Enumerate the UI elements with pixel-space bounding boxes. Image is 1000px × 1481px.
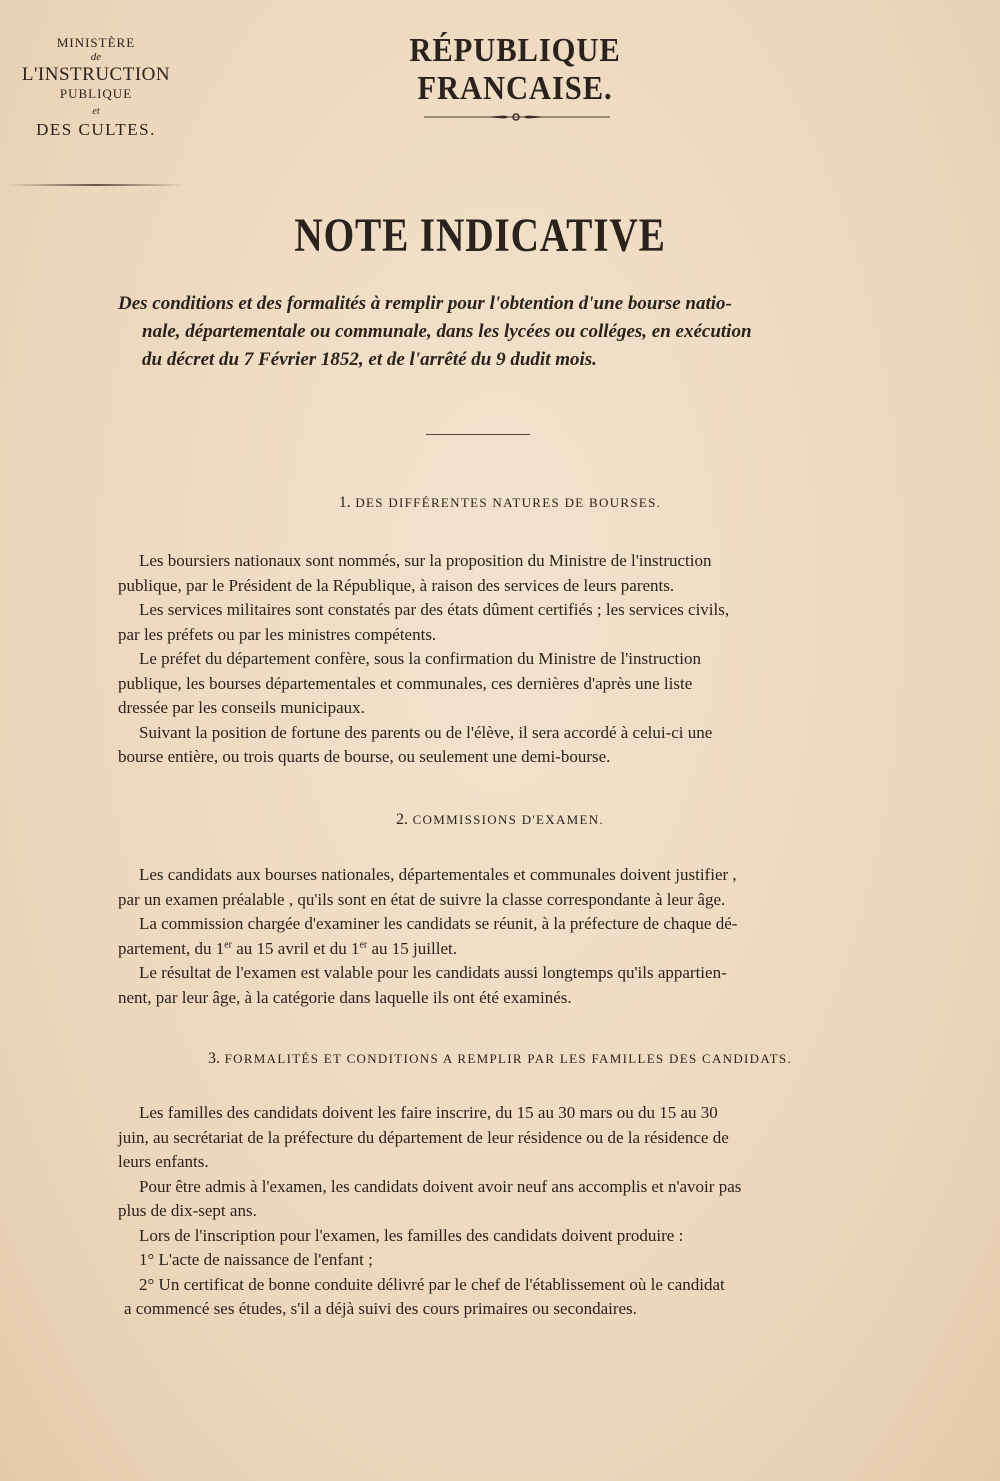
text-line: La commission chargée d'examiner les candidats se réunit, à la préfecture de chaque dé- [139, 914, 738, 933]
section-heading [0, 811, 1000, 829]
republic-title: RÉPUBLIQUE FRANCAISE. [409, 32, 621, 107]
text-line: nent, par leur âge, à la catégorie dans laquelle ils ont été examinés. [118, 987, 572, 1007]
section-title: FORMALITÉS ET CONDITIONS A REMPLIR PAR LES FAMILLES DES CANDIDATS. [224, 1051, 792, 1066]
text-line: publique, par le Président de la République, à raison des services de leurs parents. [118, 575, 675, 595]
text-fragment: au 15 avril et du 1 [232, 938, 360, 958]
section-heading [0, 1050, 1000, 1068]
text-line: Le résultat de l'examen est valable pour les candidats aussi longtemps qu'ils appartien- [139, 963, 727, 982]
section-number: 1. [338, 494, 351, 511]
text-line: Les candidats aux bourses nationales, départementales et communales doivent justifier , [139, 865, 737, 884]
subtitle-line: nale, départementale ou communale, dans les lycées ou colléges, en exécution [142, 321, 752, 342]
text-line: par un examen préalable , qu'ils sont en état de suivre la classe correspondante à leur âge. [118, 889, 726, 909]
document-subtitle [118, 290, 858, 374]
superscript: er [359, 938, 368, 950]
section-body [118, 549, 858, 770]
ministry-line: MINISTÈRE [56, 35, 136, 50]
text-line: juin, au secrétariat de la préfecture du département de leur résidence ou de la résidence de [118, 1127, 729, 1147]
ministry-line: de [90, 50, 102, 63]
text-line: leurs enfants. [118, 1152, 209, 1171]
text-line: Les boursiers nationaux sont nommés, sur la proposition du Ministre de l'instruction [139, 551, 712, 570]
text-line: par les préfets ou par les ministres compétents. [118, 624, 437, 644]
ornamental-divider [424, 112, 610, 122]
text-line [118, 937, 858, 962]
subtitle-line: Des conditions et des formalités à remplir pour l'obtention d'une bourse natio- [118, 293, 732, 314]
ministry-line: DES CULTES. [36, 119, 156, 139]
text-line: 1° L'acte de naissance de l'enfant ; [139, 1250, 373, 1269]
text-line: 2° Un certificat de bonne conduite délivré par le chef de l'établissement où le candidat [139, 1274, 725, 1294]
text-line: Les services militaires sont constatés par des états dûment certifiés ; les services civils, [139, 600, 730, 619]
subtitle-line: du décret du 7 Février 1852, et de l'arrêté du 9 dudit mois. [142, 349, 597, 370]
section-title: COMMISSIONS D'EXAMEN. [412, 812, 604, 827]
text-line: Pour être admis à l'examen, les candidats doivent avoir neuf ans accomplis et n'avoir pas [139, 1176, 742, 1196]
ministry-line: PUBLIQUE [59, 86, 133, 102]
text-line: Le préfet du département confère, sous la confirmation du Ministre de l'instruction [139, 649, 701, 668]
section-heading [0, 494, 1000, 512]
text-fragment: partement, du 1 [118, 938, 225, 958]
text-line: dressée par les conseils municipaux. [118, 698, 365, 717]
ministry-line: L'INSTRUCTION [21, 63, 171, 85]
text-line: plus de dix-sept ans. [118, 1201, 257, 1220]
text-line: Suivant la position de fortune des parents ou de l'élève, il sera accordé à celui-ci une [139, 722, 713, 742]
section-number: 2. [396, 811, 408, 828]
text-line: publique, les bourses départementales et communales, ces dernières d'après une liste [118, 673, 693, 693]
ministry-header [10, 36, 182, 139]
text-fragment: au 15 juillet. [367, 938, 457, 958]
document-title: NOTE INDICATIVE [294, 209, 666, 262]
section-body [118, 863, 858, 1010]
text-line: bourse entière, ou trois quarts de bourse, ou seulement une demi-bourse. [118, 747, 611, 766]
text-line: Lors de l'inscription pour l'examen, les familles des candidats doivent produire : [139, 1225, 684, 1245]
section-title: DES DIFFÉRENTES NATURES DE BOURSES. [355, 495, 662, 510]
section-body [118, 1101, 858, 1322]
ministry-line: et [92, 106, 100, 118]
section-number: 3. [208, 1050, 221, 1067]
section-divider [426, 434, 530, 435]
text-line: a commencé ses études, s'il a déjà suivi des cours primaires ou secondaires. [124, 1299, 637, 1318]
text-line: Les familles des candidats doivent les faire inscrire, du 15 au 30 mars ou du 15 au 30 [139, 1103, 718, 1122]
ministry-divider [8, 184, 184, 186]
superscript: er [224, 938, 232, 950]
